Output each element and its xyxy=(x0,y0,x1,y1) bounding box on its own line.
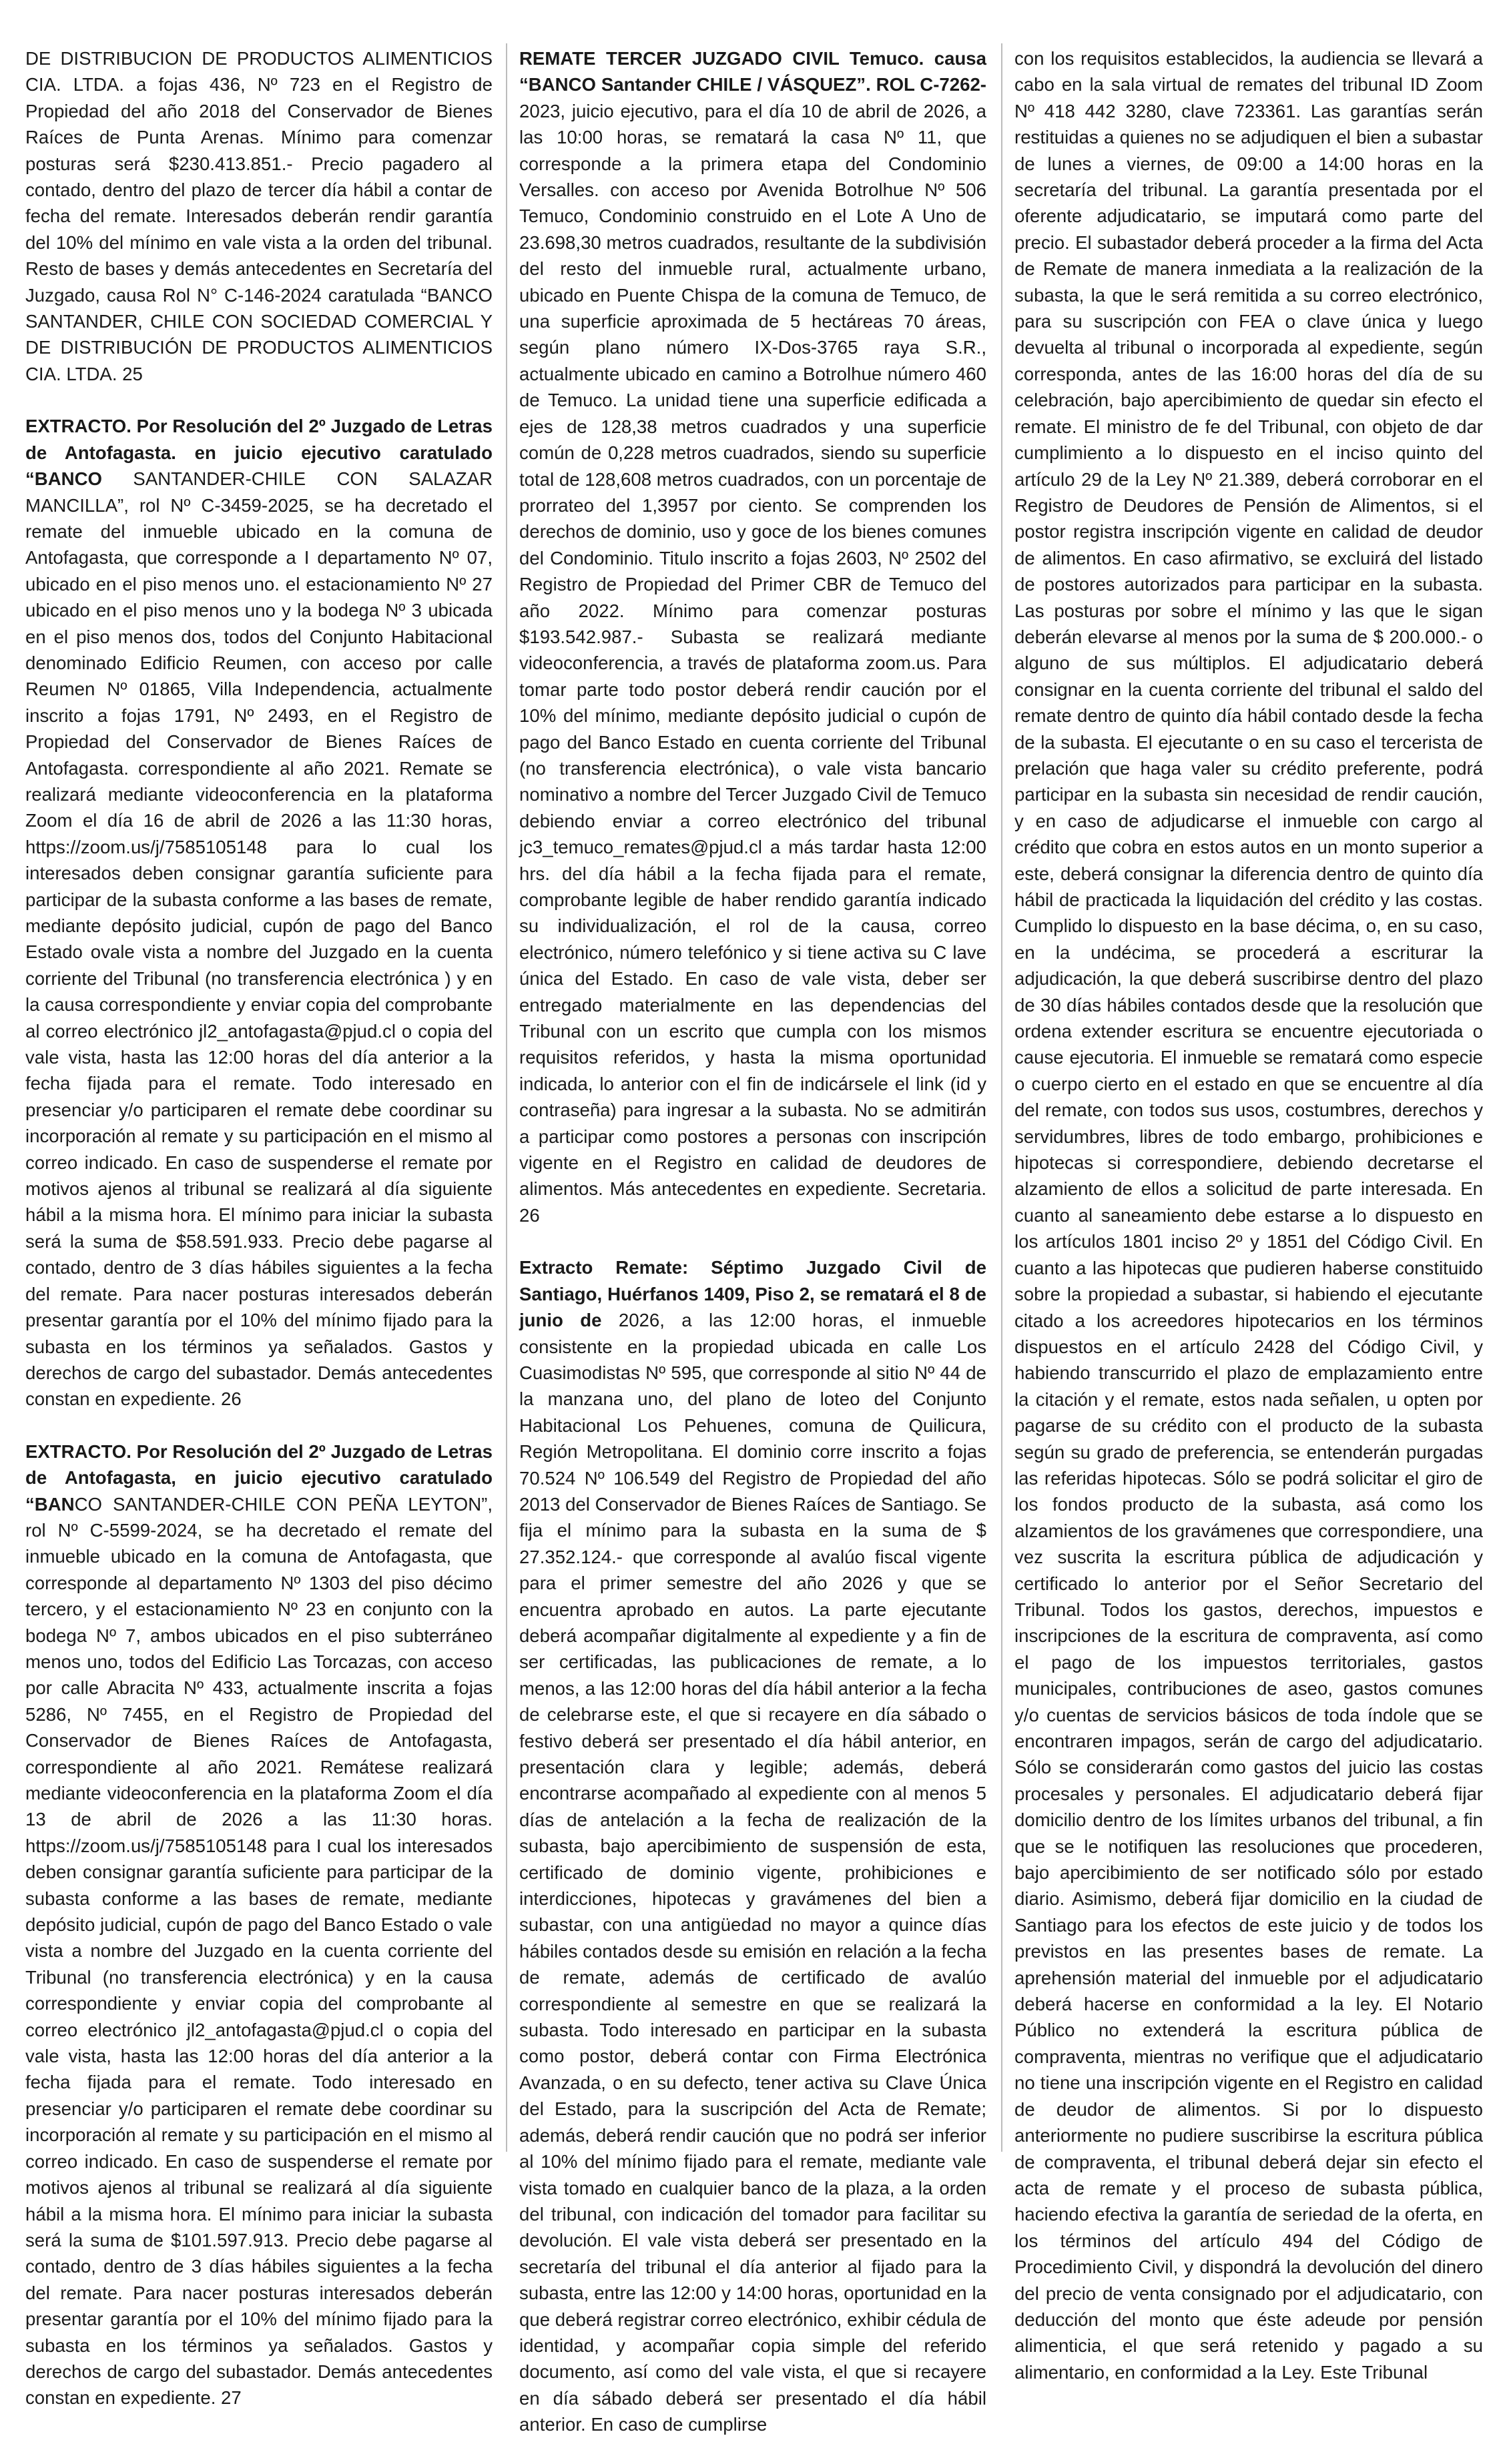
column-divider xyxy=(1001,43,1002,2152)
column-divider xyxy=(506,43,507,2152)
column-2 xyxy=(519,45,986,2464)
notice-heading: EXTRACTO. Por Resolución del 2º Juzgado de Letras de Antofagasta, en juicio ejecutivo caratulado “BAN xyxy=(25,1441,493,1515)
legal-notice-santiago-continued xyxy=(1014,45,1483,2385)
notice-text xyxy=(25,413,493,1412)
notice-body: SANTANDER-CHILE CON SALAZAR MANCILLA”, rol Nº C-3459-2025, se ha decretado el remate del inmueble ubicado en la comuna de Antofagasta, que corresponde a I departamento Nº 07, ubicado en el piso menos uno. el estacionamiento Nº 27 ubicado en el piso menos uno y la bodega Nº 3 ubicada en el piso menos dos, todos del Conjunto Habitacional denominado Edificio Reumen, con acceso por calle Reumen Nº 01865, Villa Independencia, actualmente inscrito a fojas 1791, Nº 2493, en el Registro de Propiedad del Conservador de Bienes Raíces de Antofagasta. correspondiente al año 2021. Remate se realizará mediante videoconferencia en la plataforma Zoom el día 16 de abril de 2026 a las 11:30 horas, https://zoom.us/j/7585105148 para lo cual los interesados deben consignar garantía suficiente para participar de la subasta conforme a las bases de remate, mediante depósito judicial, cupón de pago del Banco Estado ovale vista a nombre del Juzgado en la cuenta corriente del Tribunal (no transferencia electrónica ) y en la causa correspondiente y enviar copia del comprobante al correo electrónico jl2_antofagasta@pjud.cl o copia del vale vista, hasta las 12:00 horas del día anterior a la fecha fijada para el remate. Todo interesado en presenciar y/o participaren el remate debe coordinar su incorporación al remate y su participación en el mismo al correo indicado. En caso de suspenderse el remate por motivos ajenos al tribunal se realizará al día siguiente hábil a la misma hora. El mínimo para iniciar la subasta será la suma de $58.591.933. Precio debe pagarse al contado, dentro de 3 días hábiles siguientes a la fecha del remate. Para nacer posturas interesados deberán presentar garantía por el 10% del mínimo fijado para la subasta en los términos ya señalados. Gastos y derechos de cargo del subastador. Demás antecedentes constan en expediente. 26 xyxy=(25,468,493,1410)
notice-heading: EXTRACTO. Por Resolución del 2º Juzgado de Letras de Antofagasta. en juicio ejecutivo caratulado “BANCO xyxy=(25,416,493,490)
notice-body: 2023, juicio ejecutivo, para el día 10 de abril de 2026, a las 10:00 horas, se rematará la casa Nº 11, que corresponde a la primera etapa del Condominio Versalles. con acceso por Avenida Botrolhue Nº 506 Temuco, Condominio construido en el Lote A Uno de 23.698,30 metros cuadrados, resultante de la subdivisión del resto del inmueble rural, actualmente urbano, ubicado en Puente Chispa de la comuna de Temuco, de una superficie aproximada de 5 hectáreas 70 áreas, según plano número IX-Dos-3765 raya S.R., actualmente ubicado en camino a Botrolhue número 460 de Temuco. La unidad tiene una superficie edificada a ejes de 128,38 metros cuadrados y una superficie común de 0,228 metros cuadrados, siendo su superficie total de 128,608 metros cuadrados, con un porcentaje de prorrateo del 1,3957 por ciento. Se comprenden los derechos de dominio, uso y goce de los bienes comunes del Condominio. Titulo inscrito a fojas 2603, Nº 2502 del Registro de Propiedad del Primer CBR de Temuco del año 2022. Mínimo para comenzar posturas $193.542.987.- Subasta se realizará mediante videoconferencia, a través de plataforma zoom.us. Para tomar parte todo postor deberá rendir caución por el 10% del mínimo, mediante depósito judicial o cupón de pago del Banco Estado en cuenta corriente del Tribunal (no transferencia electrónica), o vale vista bancario nominativo a nombre del Tercer Juzgado Civil de Temuco debiendo enviar a correo electrónico del tribunal jc3_temuco_remates@pjud.cl a más tardar hasta 12:00 hrs. del día hábil a la fecha fijada para el remate, comprobante legible de haber rendido garantía indicado su individualización, el rol de la causa, correo electrónico, número telefónico y si tiene activa su C lave única del Estado. En caso de vale vista, deber ser entregado materialmente en las dependencias del Tribunal con un escrito que cumpla con los mismos requisitos referidos, y hasta la misma oportunidad indicada, lo anterior con el fin de indicársele el link (id y contraseña) para ingresar a la subasta. No se admitirán a participar como postores a personas con inscripción vigente en el Registro en calidad de deudores de alimentos. Más antecedentes en expediente. Secretaria. 26 xyxy=(519,100,986,1226)
notice-text xyxy=(25,1439,493,2411)
column-3 xyxy=(1014,45,1483,2411)
legal-notice-temuco-vasquez xyxy=(519,45,986,1228)
notice-text xyxy=(519,1254,986,2437)
notice-body: DE DISTRIBUCION DE PRODUCTOS ALIMENTICIOS CIA. LTDA. a fojas 436, Nº 723 en el Registro de Propiedad del año 2018 del Conservador de Bienes Raíces de Punta Arenas. Mínimo para comenzar posturas será $230.413.851.- Precio pagadero al contado, dentro del plazo de tercer día hábil a contar de fecha del remate. Interesados deberán rendir garantía del 10% del mínimo en vale vista a la orden del tribunal. Resto de bases y demás antecedentes en Secretaría del Juzgado, causa Rol N° C-146-2024 caratulada “BANCO SANTANDER, CHILE CON SOCIEDAD COMERCIAL Y DE DISTRIBUCIÓN DE PRODUCTOS ALIMENTICIOS CIA. LTDA. 25 xyxy=(25,48,493,384)
notice-text xyxy=(519,45,986,1228)
legal-notice-santiago-septimo-juzgado xyxy=(519,1254,986,2437)
notice-heading: Extracto Remate: Séptimo Juzgado Civil de Santiago, Huérfanos 1409, Piso 2, se rematará el 8 de junio de xyxy=(519,1257,986,1331)
notice-body: con los requisitos establecidos, la audiencia se llevará a cabo en la sala virtual de remates del tribunal ID Zoom Nº 418 442 3280, clave 723361. Las garantías serán restituidas a quienes no se adjudiquen el bien a subastar de lunes a viernes, de 09:00 a 14:00 horas en la secretaría del tribunal. La garantía presentada por el oferente adjudicatario, se imputará como parte del precio. El subastador deberá proceder a la firma del Acta de Remate de manera inmediata a la realización de la subasta, la que le será remitida a su correo electrónico, para su suscripción con FEA o clave única y luego devuelta al tribunal o incorporada al expediente, según corresponda, antes de las 16:00 horas del día de su celebración, bajo apercibimiento de quedar sin efecto el remate. El ministro de fe del Tribunal, con objeto de dar cumplimiento a lo dispuesto en el inciso quinto del artículo 29 de la Ley Nº 21.389, deberá corroborar en el Registro de Deudores de Pensión de Alimentos, si el postor registra inscripción vigente en calidad de deudor de alimentos. En caso afirmativo, se excluirá del listado de postores autorizados para participar en la subasta. Las posturas por sobre el mínimo y las que le sigan deberán elevarse al menos por la suma de $ 200.000.- o alguno de sus múltiplos. El adjudicatario deberá consignar en la cuenta corriente del tribunal el saldo del remate dentro de quinto día hábil contado desde la fecha de la subasta. El ejecutante o en su caso el tercerista de prelación que haga valer su crédito preferente, podrá participar en la subasta sin necesidad de rendir caución, y en caso de adjudicarse el inmueble con cargo al crédito que cobra en estos autos en un monto superior a este, deberá consignar la diferencia dentro de quinto día hábil de practicada la liquidación del crédito y las costas. Cumplido lo dispuesto en la base décima, o, en su caso, en la undécima, se procederá a escriturar la adjudicación, la que deberá suscribirse dentro del plazo de 30 días hábiles contados desde que la resolución que ordena extender escritura se encuentre ejecutoriada o cause ejecutoria. El inmueble se rematará como especie o cuerpo cierto en el estado en que se encuentre al día del remate, con todos sus usos, costumbres, derechos y servidumbres, libres de todo embargo, prohibiciones e hipotecas si correspondiere, debiendo decretarse el alzamiento de ellos a solicitud de parte interesada. En cuanto al saneamiento debe estarse a lo dispuesto en los artículos 1801 inciso 2º y 1851 del Código Civil. En cuanto a las hipotecas que pudieren haberse constituido sobre la propiedad a subastar, si habiendo el ejecutante citado a los acreedores hipotecarios en los términos dispuestos en el artículo 2428 del Código Civil, y habiendo transcurrido el plazo de emplazamiento entre la citación y el remate, estos nada señalen, u opten por pagarse de su crédito con el producto de la subasta según su grado de preferencia, se entenderán purgadas las referidas hipotecas. Sólo se podrá solicitar el giro de los fondos producto de la subasta, asá como los alzamientos de los gravámenes que correspondiere, una vez suscrita la escritura pública de adjudicación y certificado lo anterior por el Señor Secretario del Tribunal. Todos los gastos, derechos, impuestos e inscripciones de la escritura de compraventa, así como el pago de los impuestos territoriales, gastos municipales, contribuciones de aseo, gastos comunes y/o cuentas de servicios básicos de toda índole que se encontraren impagos, serán de cargo del adjudicatario. Sólo se considerarán como gastos del juicio las costas procesales y personales. El adjudicatario deberá fijar domicilio dentro de los límites urbanos del tribunal, a fin que se le notifiquen las resoluciones que procederen, bajo apercibimiento de ser notificado sólo por estado diario. Asimismo, deberá fijar domicilio en la ciudad de Santiago para los efectos de este juicio y de todos los previstos en las presentes bases de remate. La aprehensión material del inmueble por el adjudicatario deberá hacerse en conformidad a la ley. El Notario Público no extenderá la escritura pública de compraventa, mientras no verifique que el adjudicatario no tiene una inscripción vigente en el Registro en calidad de deudor de alimentos. Si por lo dispuesto anteriormente no pudiere suscribirse la escritura pública de compraventa, el tribunal deberá dejar sin efecto el acta de remate y el proceso de subasta pública, haciendo efectiva la garantía de seriedad de la oferta, en los términos del artículo 494 del Código de Procedimiento Civil, y dispondrá la devolución del dinero del precio de venta consignado por el adjudicatario, con deducción del monto que éste adeude por pensión alimenticia, el que será retenido y pagado a su alimentario, en conformidad a la Ley. Este Tribunal xyxy=(1014,48,1483,2383)
notice-text xyxy=(1014,45,1483,2385)
notice-heading: REMATE TERCER JUZGADO CIVIL Temuco. causa “BANCO Santander CHILE / VÁSQUEZ”. ROL C-7262- xyxy=(519,48,986,95)
column-1 xyxy=(25,45,493,2437)
legal-notice-santander-punta-arenas xyxy=(25,45,493,387)
notice-body: CO SANTANDER-CHILE CON PEÑA LEYTON”, rol Nº C-5599-2024, se ha decretado el remate del inmueble ubicado en la comuna de Antofagasta, que corresponde al departamento Nº 1303 del piso décimo tercero, y el estacionamiento Nº 23 en conjunto con la bodega Nº 7, ambos ubicados en el piso subterráneo menos uno, todos del Edificio Las Torcazas, con acceso por calle Abracita Nº 433, actualmente inscrita a fojas 5286, Nº 7455, en el Registro de Propiedad del Conservador de Bienes Raíces de Antofagasta, correspondiente al año 2021. Remátese realizará mediante videoconferencia en la plataforma Zoom el día 13 de abril de 2026 a las 11:30 horas. https://zoom.us/j/7585105148 para I cual los interesados deben consignar garantía suficiente para participar de la subasta conforme a las bases de remate, mediante depósito judicial, cupón de pago del Banco Estado o vale vista a nombre del Juzgado en la cuenta corriente del Tribunal (no transferencia electrónica) y en la causa correspondiente y enviar copia del comprobante al correo electrónico jl2_antofagasta@pjud.cl o copia del vale vista, hasta las 12:00 horas del día anterior a la fecha fijada para el remate. Todo interesado en presenciar y/o participaren el remate debe coordinar su incorporación al remate y su participación en el mismo al correo indicado. En caso de suspenderse el remate por motivos ajenos al tribunal se realizará al día siguiente hábil a la misma hora. El mínimo para iniciar la subasta será la suma de $101.597.913. Precio debe pagarse al contado, dentro de 3 días hábiles siguientes a la fecha del remate. Para nacer posturas interesados deberán presentar garantía por el 10% del mínimo fijado para la subasta en los términos ya señalados. Gastos y derechos de cargo del subastador. Demás antecedentes constan en expediente. 27 xyxy=(25,1493,493,2409)
notice-body: 2026, a las 12:00 horas, el inmueble consistente en la propiedad ubicada en calle Los Cuasimodistas Nº 595, que corresponde al sitio Nº 44 de la manzana uno, del plano de loteo del Conjunto Habitacional Los Pehuenes, comuna de Quilicura, Región Metropolitana. El dominio corre inscrito a fojas 70.524 Nº 106.549 del Registro de Propiedad del año 2013 del Conservador de Bienes Raíces de Santiago. Se fija el mínimo para la subasta en la suma de $ 27.352.124.- que corresponde al avalúo fiscal vigente para el primer semestre del año 2026 y que se encuentra aprobado en autos. La parte ejecutante deberá acompañar digitalmente al expediente y a fin de ser certificadas, las publicaciones de remate, a lo menos, a las 12:00 horas del día hábil anterior a la fecha de celebrarse este, el que si recayere en día sábado o festivo deberá ser presentado el día hábil anterior, en presentación clara y legible; además, deberá encontrarse acompañado al expediente con al menos 5 días de antelación a la fecha de realización de la subasta, bajo apercibimiento de suspensión de esta, certificado de dominio vigente, prohibiciones e interdicciones, hipotecas y gravámenes del bien a subastar, con una antigüedad no mayor a quince días hábiles contados desde su emisión en relación a la fecha de remate, además de certificado de avalúo correspondiente al semestre en que se realizará la subasta. Todo interesado en participar en la subasta como postor, deberá contar con Firma Electrónica Avanzada, o en su defecto, tener activa su Clave Única del Estado, para la suscripción del Acta de Remate; además, deberá rendir caución que no podrá ser inferior al 10% del mínimo fijado para el remate, mediante vale vista tomado en cualquier banco de la plaza, a la orden del tribunal, con indicación del tomador para facilitar su devolución. El vale vista deberá ser presentado en la secretaría del tribunal el día anterior al fijado para la subasta, entre las 12:00 y 14:00 horas, oportunidad en la que deberá registrar correo electrónico, exhibir cédula de identidad, y acompañar copia simple del referido documento, así como del vale vista, el que si recayere en día sábado deberá ser presentado el día hábil anterior. En caso de cumplirse xyxy=(519,1310,986,2435)
legal-notice-antofagasta-pena xyxy=(25,1439,493,2411)
legal-notice-antofagasta-salazar xyxy=(25,413,493,1412)
notice-text xyxy=(25,45,493,387)
